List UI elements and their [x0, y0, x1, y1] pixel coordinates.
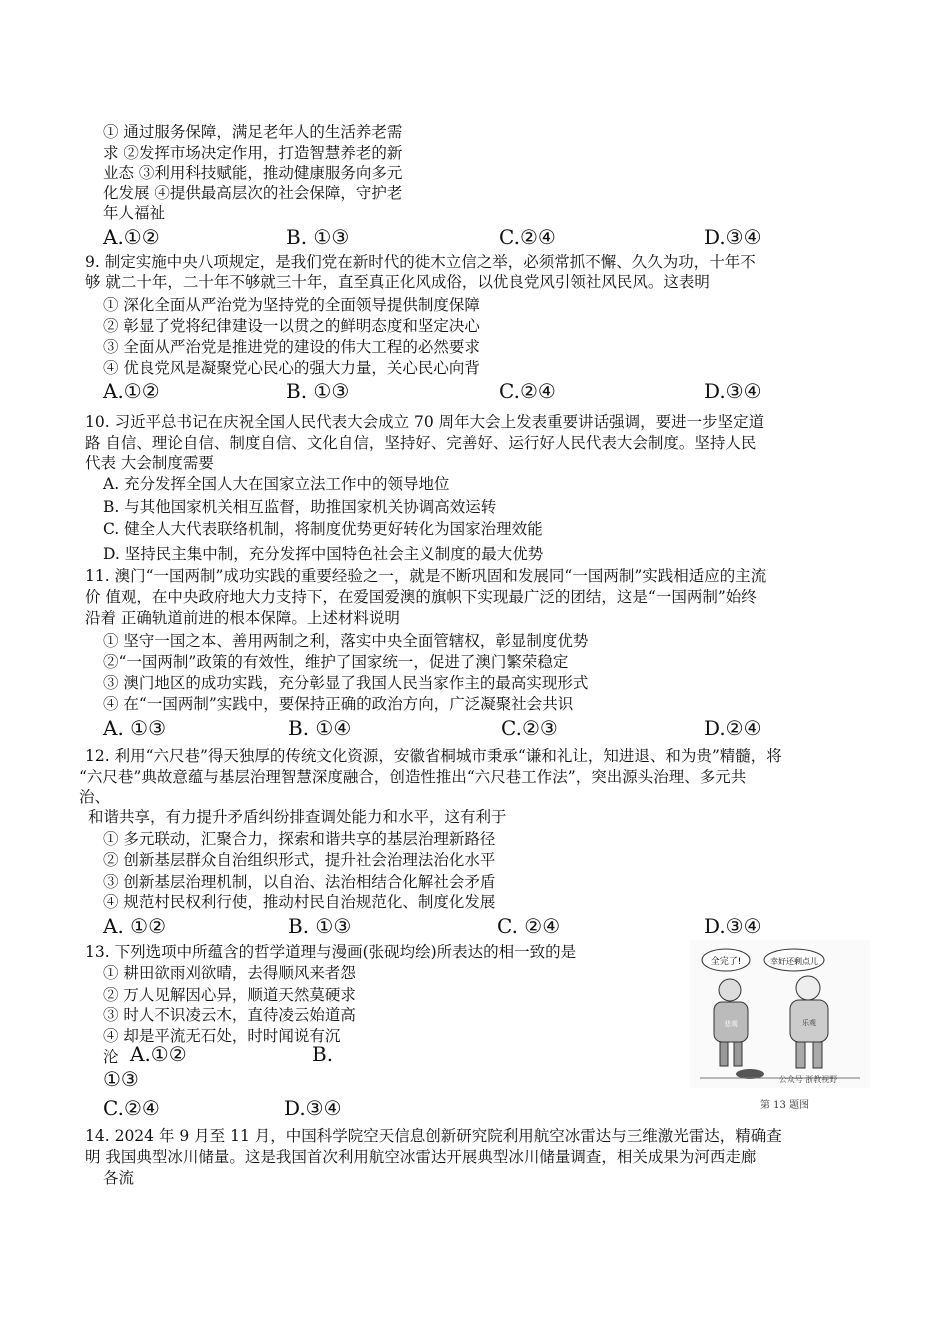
q10-option-c: C. 健全人大代表联络机制，将制度优势更好转化为国家治理效能 [103, 520, 543, 538]
q9-statement: ② 彰显了党将纪律建设一以贯之的鲜明态度和坚定决心 [103, 317, 480, 335]
q11-stem-line: 11. 澳门“一国两制”成功实践的重要经验之一，就是不断巩固和发展同“一国两制”实践相适应的主流 [85, 567, 767, 585]
q11-option-b: B. ①④ [288, 716, 352, 740]
q13-statement: ② 万人见解因心异，顺道天然莫硬求 [103, 986, 356, 1004]
q9-option-c: C.②④ [499, 379, 556, 403]
q12-statement: ③ 创新基层治理机制，以自治、法治相结合化解社会矛盾 [103, 873, 496, 891]
label-right-text: 乐观 [802, 1019, 816, 1027]
q9-stem-line: 9. 制定实施中央八项规定，是我们党在新时代的徙木立信之举，必须常抓不懈、久久为功，十年不 [85, 253, 756, 271]
q8-line: 业态 ③利用科技赋能，推动健康服务向多元 [103, 164, 403, 182]
q12-stem-line: 12. 利用“六尺巷”得天独厚的传统文化资源，安徽省桐城市秉承“谦和礼让，知进退、和为贵”精髓，将 [85, 747, 782, 765]
bubble-left-text: 全完了! [710, 957, 742, 967]
q11-option-a: A. ①③ [103, 716, 167, 740]
q11-option-c: C.②③ [501, 716, 558, 740]
label-left-text: 悲观 [724, 1020, 738, 1028]
q13-statement: ① 耕田欲雨刈欲晴，去得顺风来者怨 [103, 964, 356, 982]
cartoon-illustration [690, 940, 870, 1088]
q9-statement: ③ 全面从严治党是推进党的建设的伟大工程的必然要求 [103, 338, 480, 356]
q12-stem-line: 和谐共享，有力提升矛盾纠纷排查调处能力和水平，这有利于 [88, 808, 507, 826]
q10-stem-line: 路 自信、理论自信、制度自信、文化自信，坚持好、完善好、运行好人民代表大会制度。坚持人民 [85, 434, 757, 452]
q12-option-d: D.③④ [704, 914, 762, 938]
q8-line: 化发展 ④提供最高层次的社会保障，守护老 [103, 184, 403, 202]
q11-stem-line: 价 值观，在中央政府地大力支持下，在爱国爱澳的旗帜下实现最广泛的团结，这是“一国两制”始终 [85, 588, 757, 606]
q9-statement: ④ 优良党风是凝聚党心民心的强大力量，关心民心向背 [103, 359, 480, 377]
q13-statement: 沦 [103, 1048, 119, 1066]
q13-option-b-value: ①③ [103, 1067, 139, 1091]
q13-cartoon [690, 940, 870, 1088]
q9-option-b: B. ①③ [286, 379, 350, 403]
q9-statement: ① 深化全面从严治党为坚持党的全面领导提供制度保障 [103, 296, 480, 314]
q14-stem-line: 各流 [103, 1169, 135, 1187]
q11-statement: ④ 在“一国两制”实践中，要保持正确的政治方向，广泛凝聚社会共识 [103, 695, 574, 713]
q11-statement: ②“一国两制”政策的有效性，维护了国家统一，促进了澳门繁荣稳定 [103, 653, 569, 671]
q13-stem-line: 13. 下列选项中所蕴含的哲学道理与漫画(张砚均绘)所表达的相一致的是 [85, 943, 577, 961]
q12-option-c: C. ②④ [497, 914, 561, 938]
q8-line: 求 ②发挥市场决定作用，打造智慧养老的新 [103, 144, 403, 162]
q9-option-d: D.③④ [704, 379, 762, 403]
q12-statement: ① 多元联动，汇聚合力，探索和谐共享的基层治理新路径 [103, 830, 496, 848]
q10-option-b: B. 与其他国家机关相互监督，助推国家机关协调高效运转 [103, 498, 497, 516]
q8-option-d: D.③④ [704, 225, 762, 249]
q9-stem-line: 够 就二十年，二十年不够就三十年，直至真正化风成俗，以优良党风引领社风民风。这表明 [85, 273, 710, 291]
q9-option-a: A.①② [103, 379, 160, 403]
q8-line: 年人福祉 [103, 204, 166, 222]
q13-option-b: B. [312, 1042, 334, 1066]
q12-option-b: B. ①③ [288, 914, 352, 938]
q12-stem-line: 治、 [79, 788, 111, 806]
q12-option-a: A. ①② [103, 914, 167, 938]
q14-stem-line: 14. 2024 年 9 月至 11 月，中国科学院空天信息创新研究院利用航空冰雷达与三维激光雷达，精确查 [85, 1127, 782, 1145]
q10-stem-line: 10. 习近平总书记在庆祝全国人民代表大会成立 70 周年大会上发表重要讲话强调，要进一步坚定道 [85, 413, 765, 431]
q10-stem-line: 代表 大会制度需要 [85, 454, 214, 472]
q13-statement: ④ 却是平流无石处，时时闻说有沉 [103, 1027, 341, 1045]
q10-option-a: A. 充分发挥全国人大在国家立法工作中的领导地位 [103, 475, 450, 493]
q11-option-d: D.②④ [704, 716, 762, 740]
q8-option-c: C.②④ [499, 225, 556, 249]
q11-statement: ① 坚守一国之本、善用两制之利，落实中央全面管辖权，彰显制度优势 [103, 632, 589, 650]
q14-stem-line: 明 我国典型冰川储量。这是我国首次利用航空冰雷达开展典型冰川储量调查，相关成果为河西走廊 [85, 1148, 757, 1166]
q11-statement: ③ 澳门地区的成功实践，充分彰显了我国人民当家作主的最高实现形式 [103, 674, 589, 692]
figure-caption: 第 13 题图 [760, 1100, 810, 1111]
q13-option-c: C.②④ [103, 1096, 160, 1120]
q11-stem-line: 沿着 正确轨道前进的根本保障。上述材料说明 [85, 609, 400, 627]
q13-option-d: D.③④ [284, 1096, 342, 1120]
q8-line: ① 通过服务保障，满足老年人的生活养老需 [103, 123, 403, 141]
q8-option-a: A.①② [103, 225, 160, 249]
bubble-right-text: 幸好还剩点儿 [770, 957, 818, 966]
q13-statement: ③ 时人不识凌云木，直待凌云始道高 [103, 1006, 356, 1024]
q12-statement: ④ 规范村民权利行使，推动村民自治规范化、制度化发展 [103, 893, 496, 911]
q8-option-b: B. ①③ [286, 225, 350, 249]
q12-statement: ② 创新基层群众自治组织形式，提升社会治理法治化水平 [103, 851, 496, 869]
q10-option-d: D. 坚持民主集中制，充分发挥中国特色社会主义制度的最大优势 [103, 545, 544, 563]
q12-stem-line: “六尺巷”典故意蕴与基层治理智慧深度融合，创造性推出“六尺巷工作法”，突出源头治理、多元共 [79, 768, 747, 786]
watermark-text: 公众号 浙教视野 [778, 1075, 838, 1084]
q13-option-a: A.①② [130, 1042, 187, 1066]
